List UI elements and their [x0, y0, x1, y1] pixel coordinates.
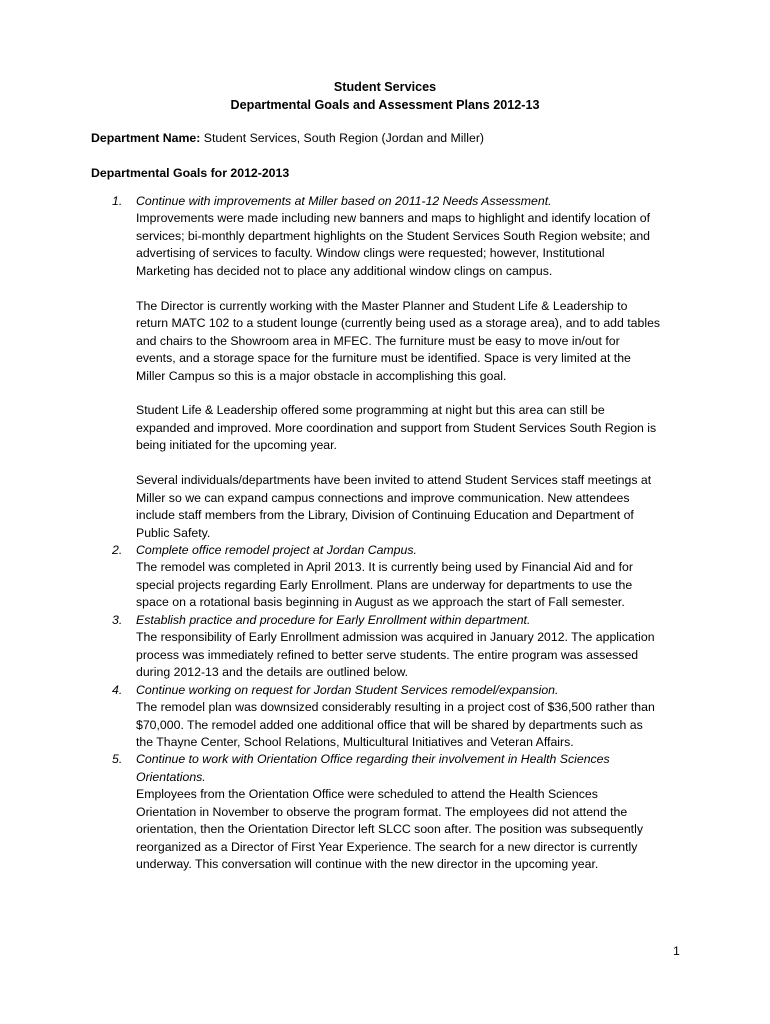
goal-number: 2.	[112, 543, 123, 557]
goal-body-line: Student Life & Leadership offered some programming at night but this area can still be	[136, 403, 605, 418]
goal-title-line: Establish practice and procedure for Early Enrollment within department.	[136, 612, 531, 627]
goal-title-line: Orientations.	[136, 769, 206, 784]
goal-number: 4.	[112, 682, 123, 697]
goal-body-line: space on a rotational basis beginning in August as we approach the start of Fall semester.	[136, 595, 625, 610]
goal-body-line: Miller Campus so this is a major obstacle in accomplishing this goal.	[136, 368, 507, 383]
goal-body-line: process was immediately refined to better serve students. The entire program was assessed	[136, 647, 639, 662]
goal-body-line: expanded and improved. More coordination and support from Student Services South Region is	[136, 420, 657, 435]
goal-body-line: services; bi-monthly department highlights on the Student Services South Region website; and	[136, 228, 651, 243]
goal-title-line: Continue with improvements at Miller based on 2011-12 Needs Assessment.	[136, 194, 552, 208]
goal-body-line: Orientation in November to observe the program format. The employees did not attend the	[136, 804, 628, 819]
goal-body-line: $70,000. The remodel added one additional office that will be shared by departments such as	[136, 717, 643, 732]
department-name-label: Department Name:	[91, 131, 201, 145]
page-number: 1	[673, 944, 680, 958]
goal-body-line: Improvements were made including new banners and maps to highlight and identify location of	[136, 211, 651, 226]
goal-body-line: return MATC 102 to a student lounge (currently being used as a storage area), and to add tables	[136, 316, 661, 331]
goal-body-line: Miller so we can expand campus connections and improve communication. New attendees	[136, 490, 630, 505]
goal-body-line: special projects regarding Early Enrollment. Plans are underway for departments to use the	[136, 577, 633, 592]
goal-body-line: The remodel was completed in April 2013. It is currently being used by Financial Aid and for	[136, 560, 633, 575]
document-subtitle: Departmental Goals and Assessment Plans 2012-13	[230, 98, 540, 112]
goal-body-line: events, and a storage space for the furniture must be identified. Space is very limited at the	[136, 351, 631, 366]
goal-body-line: Public Safety.	[136, 525, 211, 540]
goal-body-line: Employees from the Orientation Office were scheduled to attend the Health Sciences	[136, 787, 598, 802]
goal-body-line: orientation, then the Orientation Director left SLCC soon after. The position was subsequently	[136, 822, 643, 837]
goal-number: 1.	[112, 194, 123, 208]
goal-body-line: being initiated for the upcoming year.	[136, 438, 337, 453]
goal-body-line: Marketing has decided not to place any additional window clings on campus.	[136, 263, 553, 278]
goal-number: 3.	[112, 612, 123, 627]
goal-title-line: Complete office remodel project at Jordan Campus.	[136, 543, 417, 557]
department-name-value: Student Services, South Region (Jordan and Miller)	[203, 131, 485, 145]
goals-heading: Departmental Goals for 2012-2013	[91, 166, 290, 180]
goal-body-line: underway. This conversation will continue with the new director in the upcoming year.	[136, 857, 599, 872]
goal-title-line: Continue to work with Orientation Office regarding their involvement in Health Sciences	[136, 752, 610, 767]
goal-body-line: Several individuals/departments have been invited to attend Student Services staff meetings at	[136, 473, 652, 488]
goal-body-line: during 2012-13 and the details are outlined below.	[136, 665, 409, 680]
document-title: Student Services	[333, 80, 437, 94]
goal-body-line: the Thayne Center, School Relations, Multicultural Initiatives and Veteran Affairs.	[136, 734, 574, 749]
goal-title-line: Continue working on request for Jordan Student Services remodel/expansion.	[136, 682, 559, 697]
goal-number: 5.	[112, 752, 123, 767]
goal-body-line: include staff members from the Library, Division of Continuing Education and Department of	[136, 508, 634, 523]
goal-body-line: The remodel plan was downsized considerably resulting in a project cost of $36,500 rather than	[136, 700, 655, 715]
goal-body-line: advertising of services to faculty. Window clings were requested; however, Institutional	[136, 246, 605, 261]
goal-body-line: reorganized as a Director of First Year Experience. The search for a new director is currently	[136, 839, 638, 854]
goal-body-line: and chairs to the Showroom area in MFEC. The furniture must be easy to move in/out for	[136, 333, 620, 348]
goal-body-line: The Director is currently working with the Master Planner and Student Life & Leadership to	[136, 298, 628, 313]
goal-body-line: The responsibility of Early Enrollment admission was acquired in January 2012. The application	[136, 630, 655, 645]
